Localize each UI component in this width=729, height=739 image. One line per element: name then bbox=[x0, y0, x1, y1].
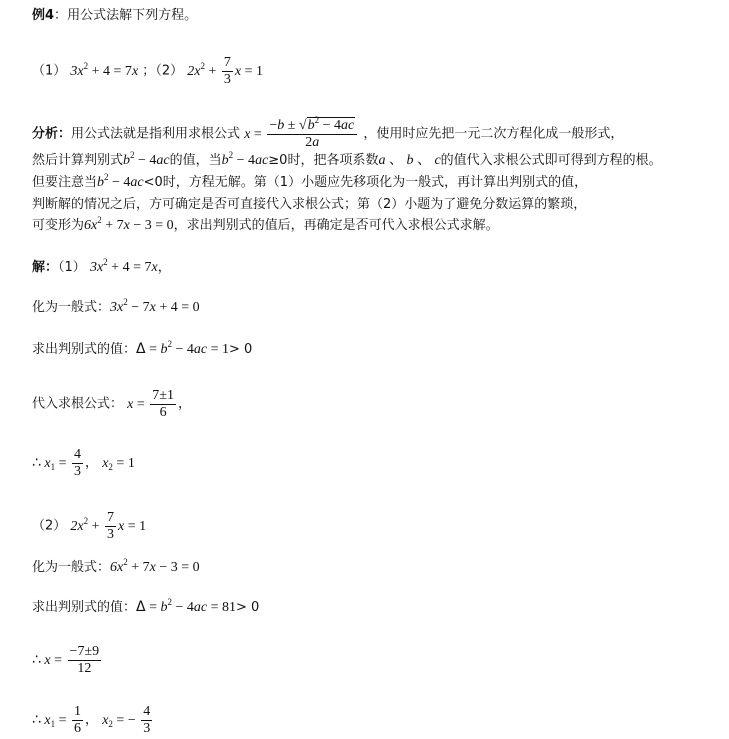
analysis-line-3: 但要注意当$b^2 - 4ac<0$时，方程无解。第（1）小题应先移项化为一般式，再计算出判别式的值， bbox=[32, 172, 588, 190]
roots-2: ∴ $x_1$ = $\frac{1}{6}$ ， $x_2$ = − $\frac{4}{3}$ bbox=[32, 704, 151, 736]
problem-2-equation: $2x^2$ + $\frac{7}{3}$ x = 1 bbox=[187, 55, 263, 87]
substitute-2: ∴ x = $\frac{-7\pm 9}{12}$ bbox=[32, 644, 100, 676]
analysis-line-5: 可变形为$6x^2 + 7x - 3 = 0$，求出判别式的值后，再确定是否可代入求根公式求解。 bbox=[32, 215, 499, 233]
example-title: 用公式法解下列方程。 bbox=[67, 8, 198, 23]
example-heading: 例4：用公式法解下列方程。 bbox=[32, 8, 198, 23]
problem-2-label: （2） bbox=[155, 63, 184, 79]
problem-statements: （1） $3x^2 + 4 = 7x$ ；（2） $2x^2$ + $\frac{7}{3}$ x = 1 bbox=[32, 55, 263, 87]
solution-heading: 解：（1） $3x^2 + 4 = 7x$， bbox=[32, 257, 171, 275]
general-form-1: 化为一般式：$3x^2 - 7x + 4 = 0$ bbox=[32, 297, 200, 315]
discriminant-2: 求出判别式的值：$\Delta = b^2 - 4ac = 81> 0$ bbox=[32, 597, 260, 615]
analysis-line-2: 然后计算判别式$b^2 - 4ac$的值，当$b^2 - 4ac\ge 0$时，把各项系数a 、 b 、 c的值代入求根公式即可得到方程的根。 bbox=[32, 150, 662, 168]
problem-1-label: （1） bbox=[32, 63, 67, 79]
discriminant-1: 求出判别式的值：$\Delta = b^2 - 4ac = 1> 0$ bbox=[32, 339, 253, 357]
analysis-label: 分析 bbox=[32, 126, 59, 142]
quadratic-formula: x = $\frac{-b \pm √b^2 - 4ac}{2a}$ bbox=[244, 127, 359, 142]
solution-part-2: （2） $2x^2$ + $\frac{7}{3}$ x = 1 bbox=[32, 510, 147, 542]
example-label: 例4 bbox=[32, 8, 55, 23]
analysis-line-4: 判断解的情况之后，方可确定是否可直接代入求根公式；第（2）小题为了避免分数运算的繁琐， bbox=[32, 197, 587, 212]
problem-1-equation: $3x^2 + 4 = 7x$ bbox=[70, 60, 139, 79]
general-form-2: 化为一般式：$6x^2 + 7x - 3 = 0$ bbox=[32, 557, 200, 575]
roots-1: ∴ $x_1$ = $\frac{4}{3}$ ， $x_2 = 1$ bbox=[32, 447, 135, 479]
analysis-line-1: 分析：用公式法就是指利用求根公式 x = $\frac{-b \pm √b^2 - 4ac}{2a}$ ，使用时应先把一元二次方程化成一般形式， bbox=[32, 115, 624, 150]
substitute-1: 代入求根公式： x = $\frac{7\pm 1}{6}$ ， bbox=[32, 388, 191, 420]
solution-label: 解 bbox=[32, 260, 46, 275]
